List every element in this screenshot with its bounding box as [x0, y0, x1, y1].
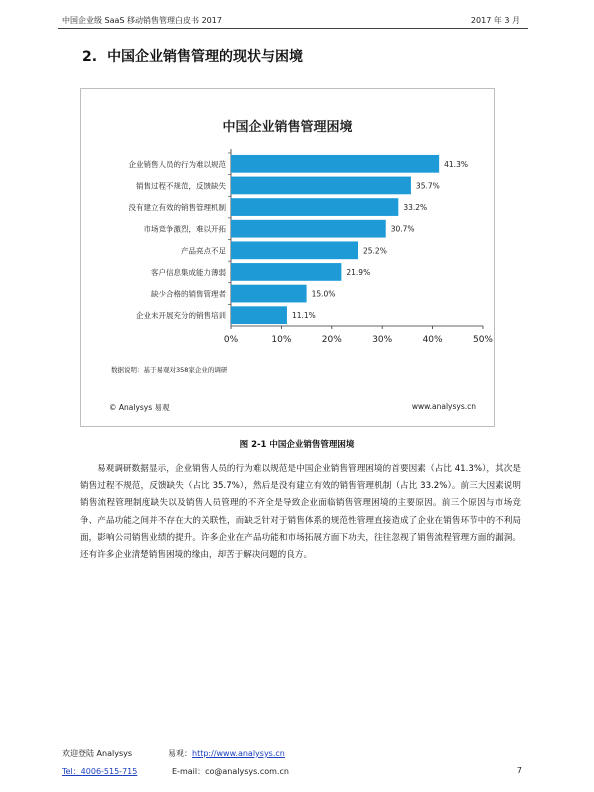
category-label: 企业销售人员的行为难以规范	[128, 159, 226, 169]
category-label: 没有建立有效的销售管理机制	[128, 203, 226, 213]
x-tick-label: 40%	[422, 335, 443, 345]
section-title	[82, 46, 303, 66]
footer-site	[168, 748, 285, 759]
bar	[231, 177, 411, 195]
bar	[231, 241, 358, 259]
bar-chart	[81, 89, 494, 426]
category-label: 产品亮点不足	[181, 246, 226, 256]
x-tick-label: 0%	[223, 335, 239, 345]
footer-site-link[interactable]: http://www.analysys.cn	[192, 749, 285, 758]
data-label: 25.2%	[363, 246, 387, 256]
footer-site-label: 易观：	[168, 749, 192, 758]
bar	[231, 285, 307, 303]
footer-tel	[62, 766, 137, 777]
bar	[231, 263, 341, 281]
x-tick-label: 20%	[321, 335, 342, 345]
category-label: 销售过程不规范，反馈缺失	[136, 181, 226, 191]
category-label: 缺少合格的销售管理者	[151, 289, 226, 299]
chart-note: 数据说明：基于易观对358家企业的调研	[111, 366, 228, 374]
section-title-text: 中国企业销售管理的现状与困境	[107, 49, 304, 65]
category-label: 市场竞争激烈，难以开拓	[143, 224, 226, 234]
section-number: 2.	[82, 49, 98, 65]
data-label: 41.3%	[444, 159, 468, 169]
data-label: 15.0%	[311, 289, 336, 299]
data-label: 21.9%	[346, 267, 371, 277]
chart-title: 中国企业销售管理困境	[222, 120, 353, 135]
footer-welcome: 欢迎登陆 Analysys	[62, 749, 133, 758]
data-label: 30.7%	[390, 224, 415, 234]
chart-copyright: © Analysys 易观	[109, 403, 170, 412]
data-label: 33.2%	[403, 203, 428, 213]
footer-email: E-mail：co@analysys.com.cn	[172, 767, 289, 776]
bar	[231, 198, 398, 216]
page-header-right: 2017 年 3 月	[470, 16, 520, 25]
bar	[231, 155, 439, 173]
bar	[231, 306, 287, 324]
data-label: 35.7%	[415, 181, 440, 191]
x-tick-label: 50%	[472, 335, 494, 345]
page-number: 7	[516, 766, 522, 775]
figure-caption: 图 2-1 中国企业销售管理困境	[239, 440, 355, 450]
chart-site: www.analysys.cn	[411, 402, 476, 411]
data-label: 11.1%	[291, 311, 316, 321]
footer-tel-link[interactable]: Tel：4006-515-715	[62, 767, 138, 776]
header-rule	[58, 28, 528, 29]
category-label: 客户信息集成能力薄弱	[151, 267, 226, 277]
category-label: 企业未开展充分的销售培训	[136, 311, 226, 321]
x-tick-label: 30%	[372, 335, 393, 345]
body-paragraph: 易观调研数据显示，企业销售人员的行为难以规范是中国企业销售管理困境的首要因素（占比 41.3%），其次是销售过程不规范，反馈缺失（占比 35.7%），然后是没有建立有效的销售管理机制（占比 33.2%）。前三大因素说明销售流程管理制度缺失以及销售人员管理的不齐全是导致企业面临销售管理困境的主要原因。前三个原因与市场竞争、产品功能之间并不存在大的关联性，而缺乏针对于销售体系的规范性管理直接造成了企业在销售环节中的不利局面，影响公司销售业绩的提升。许多企业在产品功能和市场拓展方面下功夫，往往忽视了销售流程管理方面的漏洞。还有许多企业清楚销售困境的缘由，却苦于解决问题的良方。	[80, 464, 521, 561]
chart-frame	[80, 88, 495, 427]
bar	[231, 220, 386, 238]
page-header-left: 中国企业级 SaaS 移动销售管理白皮书 2017	[62, 16, 222, 25]
x-tick-label: 10%	[271, 335, 292, 345]
